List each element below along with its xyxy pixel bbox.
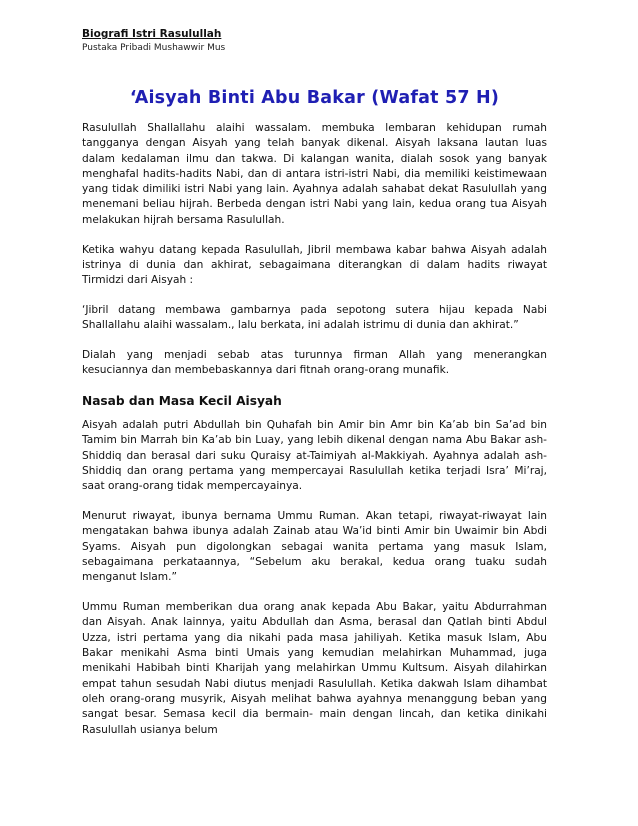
paragraph: Ketika wahyu datang kepada Rasulullah, Jibril membawa kabar bahwa Aisyah adalah istrinya di dunia dan akhirat, sebagaimana diterangkan di dalam hadits riwayat Tirmidzi dari Aisyah : <box>82 243 547 287</box>
article-title: ‘Aisyah Binti Abu Bakar (Wafat 57 H) <box>129 88 500 108</box>
paragraph: Aisyah adalah putri Abdullah bin Quhafah bin Amir bin Amr bin Ka’ab bin Sa’ad bin Tamim bin Marrah bin Ka’ab bin Luay, yang lebih dikenal dengan nama Abu Bakar ash-Shiddiq dan berasal dari suku Quraisy at-Taimiyah al-Makkiyah. Ayahnya adalah ash-Shiddiq dan orang pertama yang mempercayai Rasulullah ketika terjadi Isra’ Mi’raj, saat orang-orang tidak mempercayainya. <box>82 419 547 493</box>
hadith-quote: ‘Jibril datang membawa gambarnya pada sepotong sutera hijau kepada Nabi Shallallahu alaihi wassalam., lalu berkata, ini adalah istrimu di dunia dan akhirat.” <box>82 303 547 332</box>
paragraph: Rasulullah Shallallahu alaihi wassalam. membuka lembaran kehidupan rumah tangganya dengan Aisyah yang telah banyak dikenal. Aisyah laksana lautan luas dalam kedalaman ilmu dan takwa. Di kalangan wanita, dialah sosok yang banyak menghafal hadits-hadits Nabi, dan di antara istri-istri Nabi, dia memiliki keistimewaan yang tidak dimiliki istri Nabi yang lain. Ayahnya adalah sahabat dekat Rasulullah yang menemani beliau hijrah. Berbeda dengan istri Nabi yang lain, kedua orang tua Aisyah melakukan hijrah bersama Rasulullah. <box>82 122 547 226</box>
paragraph: Menurut riwayat, ibunya bernama Ummu Ruman. Akan tetapi, riwayat-riwayat lain mengatakan bahwa ibunya adalah Zainab atau Wa’id binti Amir bin Uwaimir bin Abdi Syams. Aisyah pun digolongkan sebagai wanita pertama yang masuk Islam, sebagaimana perkataannya, “Sebelum aku berakal, kedua orang tuaku sudah menganut Islam.” <box>82 510 547 584</box>
running-header <box>82 28 547 54</box>
section-heading: Nasab dan Masa Kecil Aisyah <box>82 394 282 409</box>
paragraph: Ummu Ruman memberikan dua orang anak kepada Abu Bakar, yaitu Abdurrahman dan Aisyah. Anak lainnya, yaitu Abdullah dan Asma, berasal dan Qatlah binti Abdul Uzza, istri pertama yang dia nikahi pada masa jahiliyah. Ketika masuk Islam, Abu Bakar menikahi Asma binti Umais yang kemudian melahirkan Muhammad, juga menikahi Habibah binti Kharijah yang melahirkan Ummu Kultsum. Aisyah dilahirkan empat tahun sesudah Nabi diutus menjadi Rasulullah. Ketika dakwah Islam dihambat oleh orang-orang musyrik, Aisyah melihat bahwa ayahnya menanggung beban yang sangat besar. Semasa kecil dia bermain- main dengan lincah, dan ketika dinikahi Rasulullah usianya belum <box>82 601 547 736</box>
paragraph: Dialah yang menjadi sebab atas turunnya firman Allah yang menerangkan kesuciannya dan membebaskannya dari fitnah orang-orang munafik. <box>82 349 547 377</box>
document-page <box>82 28 547 752</box>
header-subtitle: Pustaka Pribadi Mushawwir Mus <box>82 43 226 53</box>
header-title: Biografi Istri Rasulullah <box>82 28 222 40</box>
